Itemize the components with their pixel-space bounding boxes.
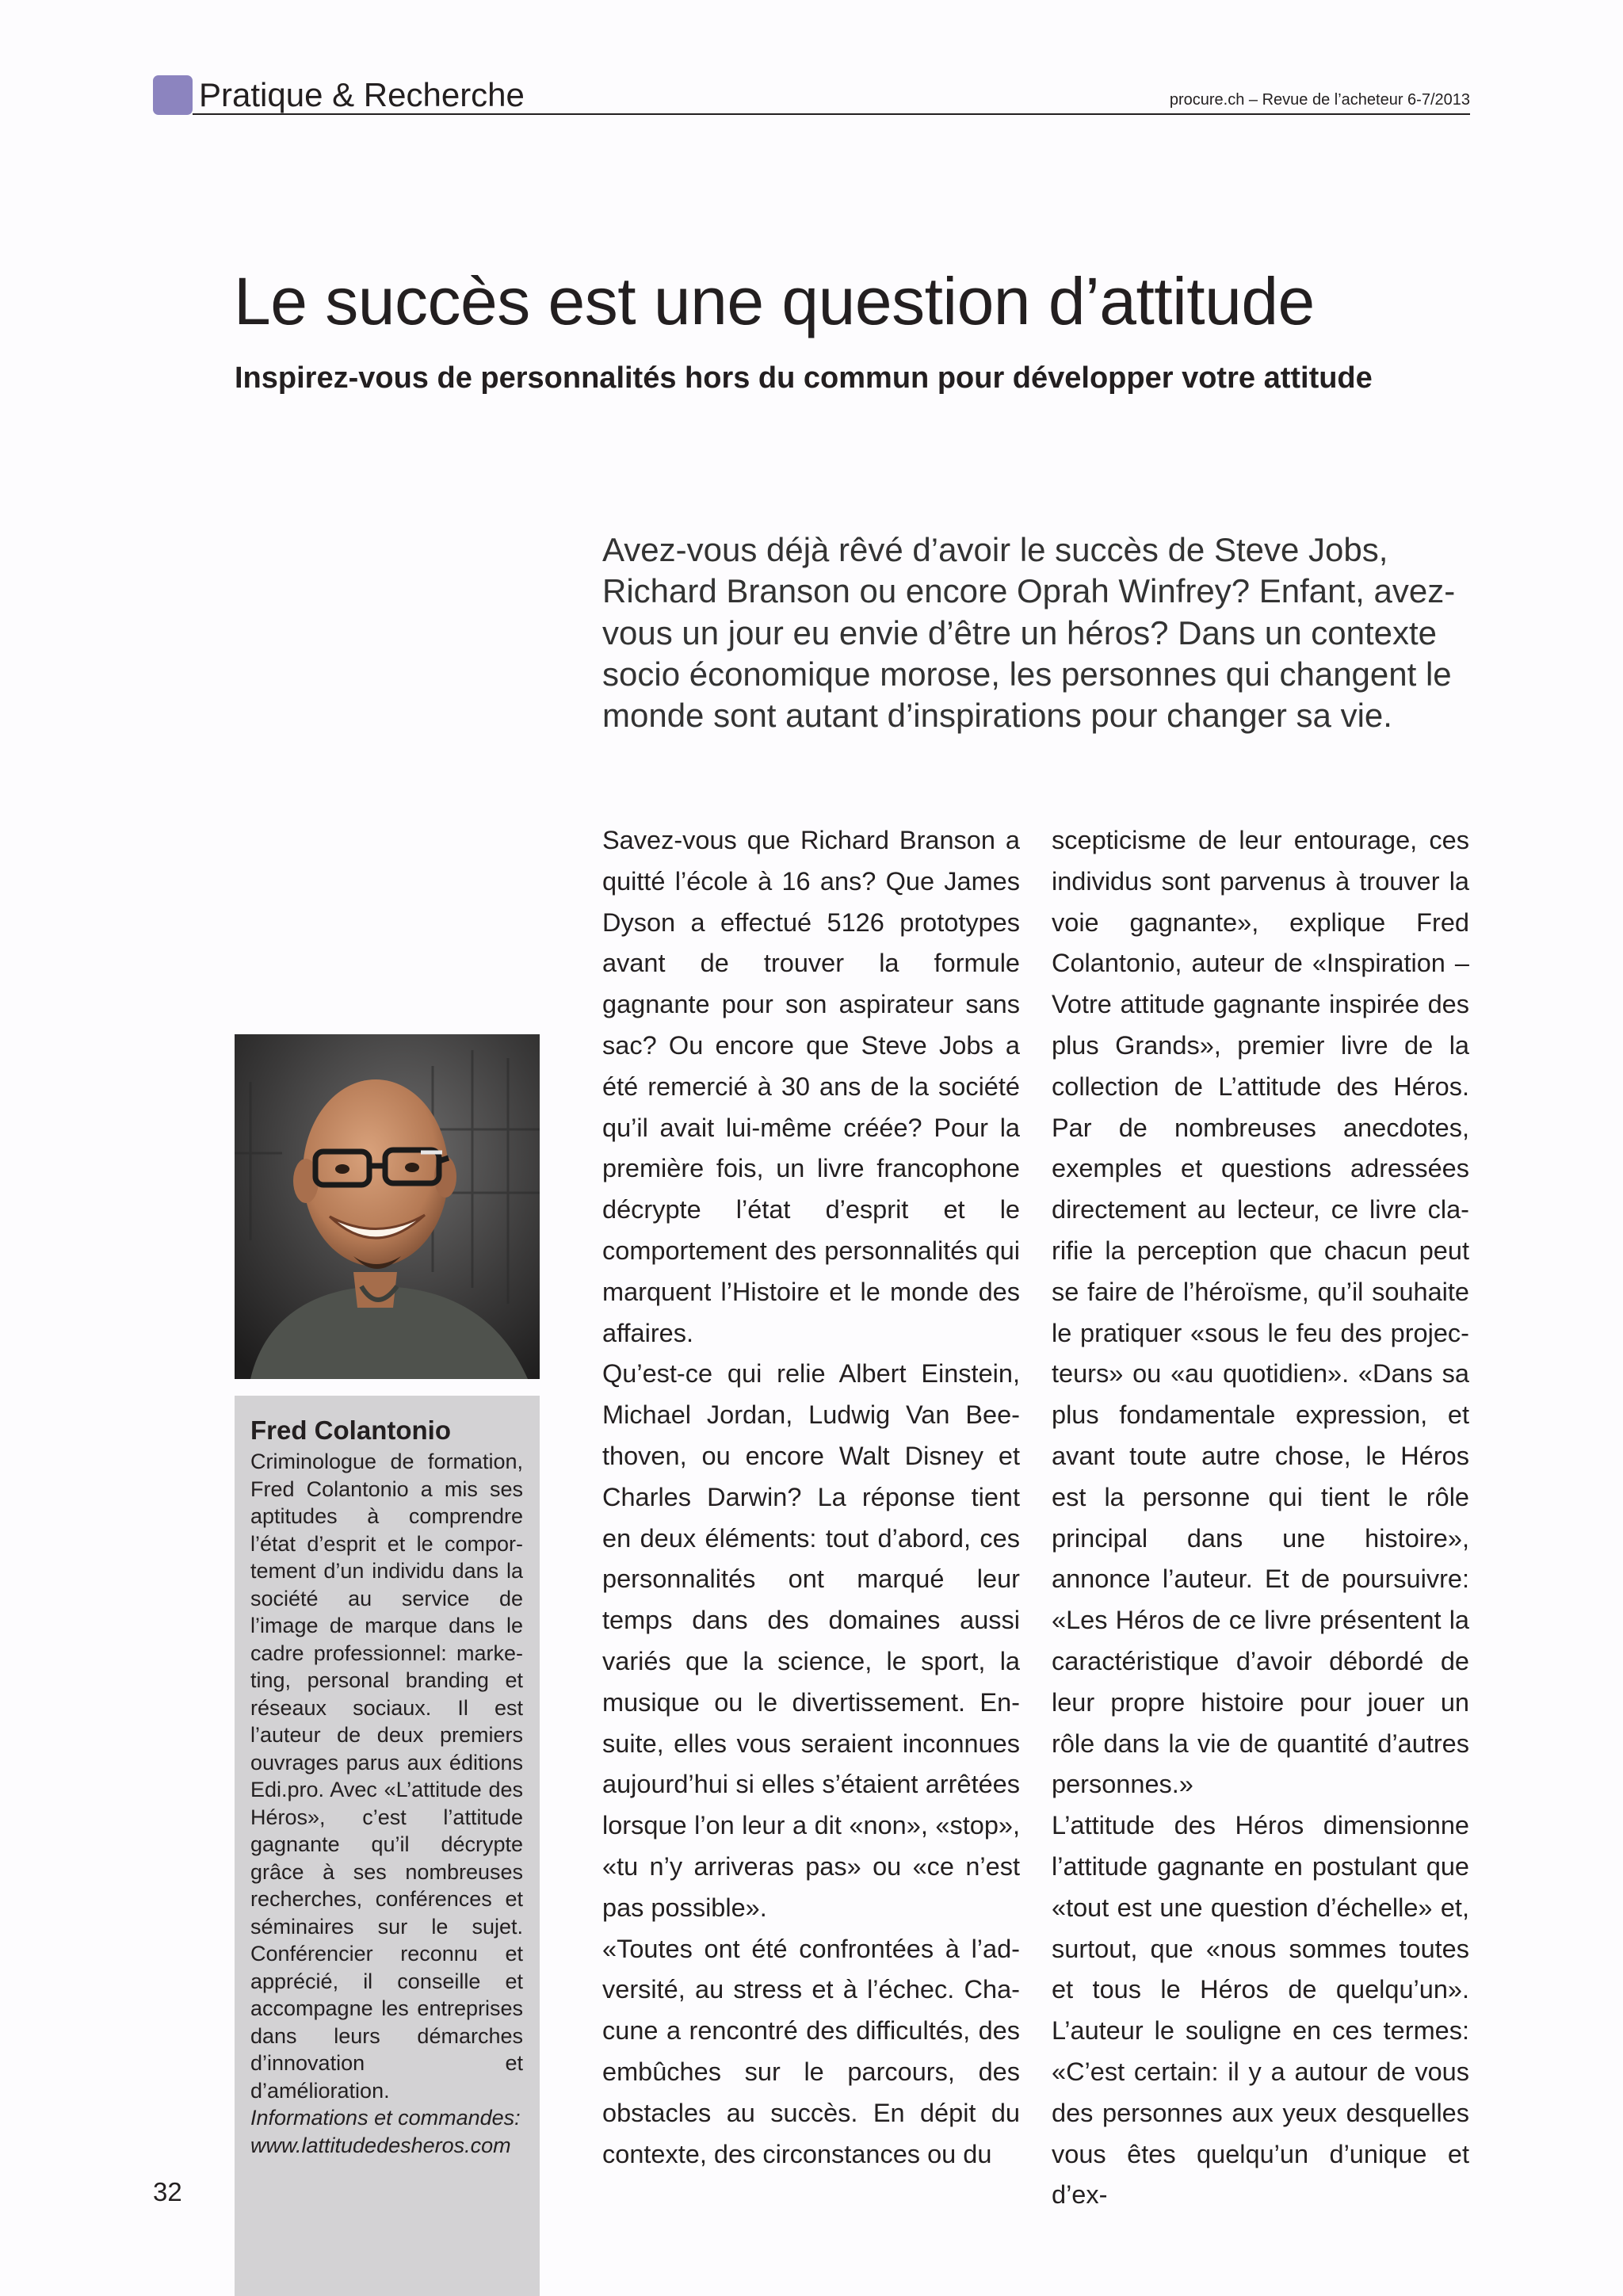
page-number: 32 [153,2177,182,2206]
contact-url[interactable]: www.lattitudedesheros.com [250,2133,511,2157]
author-bio [250,1448,523,2159]
body-column-left [602,820,1020,2168]
author-photo [235,1034,540,1379]
body-column-right [1052,820,1469,2210]
body-paragraph: L’attitude des Héros dimensionne l’attitude gagnante en postulant que «tout est une question d’échelle» et, surtout, que «nous sommes toutes et tous le Héros de quelqu’un». L’auteur le souligne en ces termes: «C’est certain: il y a autour de vous des personnes aux yeux desquelles vous êtes quelqu’un d’unique et d’ex- [1052,1811,1469,2210]
body-paragraph: Qu’est-ce qui relie Albert Einstein, Michael Jordan, Ludwig Van Beethoven, ou encore Walt Disney et Charles Darwin? La réponse tient en deux éléments: tout d’abord, ces personnalités ont marqué leur temps dans des domaines aussi variés que la science, le sport, la musique ou le divertissement. Ensuite, elles vous seraient inconnues aujourd’hui si elles s’étaient arrêtées lorsque l’on leur a dit «non», «stop», «tu n’y arriveras pas» ou «ce n’est pas possible». [602,1359,1020,1922]
author-name: Fred Colantonio [250,1415,451,1445]
article-subtitle: Inspirez-vous de personnalités hors du commun pour développer votre attitude [235,361,1373,395]
body-paragraph: scepticisme de leur entourage, ces individus sont parvenus à trouver la voie gagnante», explique Fred Colantonio, auteur de «Inspiration – Votre attitude gagnante inspirée des plus Grands», premier livre de la collection de L’attitude des Héros. Par de nombreuses anecdotes, exemples et questions adressées directement au lecteur, ce livre clarifie la perception que chacun peut se faire de l’héroïsme, qu’il souhaite le pratiquer «sous le feu des projecteurs» ou «au quotidien». «Dans sa plus fondamentale expression, et avant toute autre chose, le Héros est la personne qui tient le rôle principal dans une histoire», annonce l’auteur. Et de poursuivre: «Les Héros de ce livre présentent la caractéristique d’avoir débordé de leur propre histoire pour jouer un rôle dans la vie de quantité d’autres personnes.» [1052,826,1469,1799]
author-bio-box [235,1396,540,2296]
header-rule [193,113,1470,115]
author-sidebar [235,1034,540,2296]
article-lead: Avez-vous déjà rêvé d’avoir le succès de Steve Jobs, Richard Branson ou encore Oprah Winfrey? Enfant, avez-vous un jour eu envie d’être un héros? Dans un contexte socio économique morose, les personnes qui changent le monde sont autant d’inspirations pour changer sa vie. [602,531,1456,735]
article-title: Le succès est une question d’attitude [234,264,1315,338]
contact-label: Informations et commandes: [250,2106,521,2130]
section-marker [153,75,193,115]
section-label: Pratique & Recherche [199,76,525,113]
author-bio-text: Criminologue de formation, Fred Colantonio a mis ses aptitudes à comprendre l’état d’esprit et le comportement d’un individu dans la société au service de l’image de marque dans le cadre professionnel: marketing, personal branding et réseaux sociaux. Il est l’auteur de deux premiers ouvrages parus aux éditions Edi.pro. Avec «L’attitude des Héros», c’est l’attitude gagnante qu’il décrypte grâce à ses nombreuses recherches, conférences et séminaires sur le sujet. Conférencier reconnu et apprécié, il conseille et accompagne les entreprises dans leurs démarches d’innovation et d’amélioration. [250,1450,523,2103]
body-paragraph: «Toutes ont été confrontées à l’adversité, au stress et à l’échec. Chacune a rencontré des difficultés, des embûches sur le parcours, des obstacles au succès. En dépit du contexte, des circonstances ou du [602,1934,1020,2168]
publication-source: procure.ch – Revue de l’acheteur 6-7/2013 [1169,91,1470,109]
body-paragraph: Savez-vous que Richard Branson a quitté l’école à 16 ans? Que James Dyson a effectué 5126 prototypes avant de trouver la formule gagnante pour son aspirateur sans sac? Ou encore que Steve Jobs a été remercié à 30 ans de la société qu’il avait lui-même créée? Pour la première fois, un livre francophone décrypte l’état d’esprit et le comportement des personnalités qui marquent l’Histoire et le monde des affaires. [602,826,1020,1347]
